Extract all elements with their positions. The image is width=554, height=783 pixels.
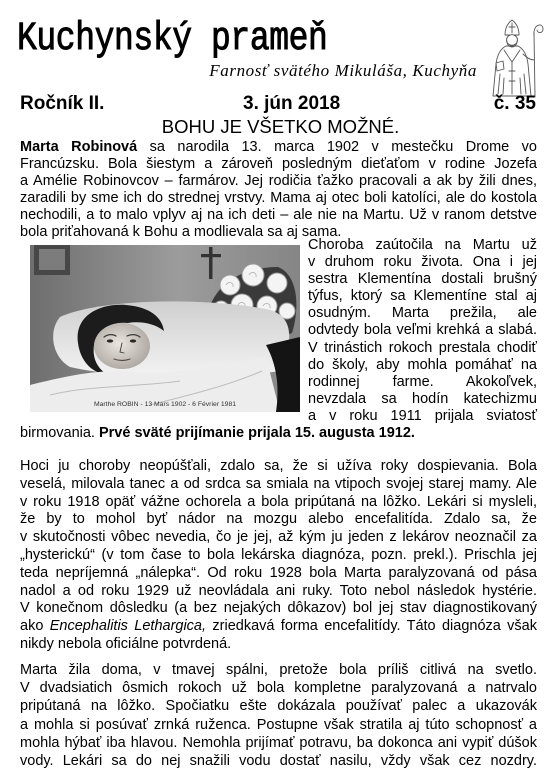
text-line [20,425,537,442]
text-line: týfus, ktorý sa Klementíne stal aj [308,288,537,305]
saint-nicholas-drawing [488,18,546,98]
paragraph-illness [308,237,537,425]
crozier [534,33,535,97]
text-line: v druhom roku života. Ona i jej [308,254,537,271]
article-heading: BOHU JE VŠETKO MOŽNÉ. [161,116,400,137]
issue-number: č. 35 [493,93,536,114]
diagnosis-name: Encephalitis Lethargica, [49,618,207,635]
text-line: veselá, milovala tanec a od srdca sa smiala na vtipoch svojej starej mamy. Ale [20,475,537,492]
text-line: v roku 1918 opäť vážne ochorela a bola pripútaná na lôžko. Lekári si mysleli, [20,493,537,510]
text-line: Hoci ju choroby neopúšťali, zdalo sa, že si užíva roky dospievania. Bola [20,458,537,474]
text-line: a mohla si posúvať zrnká ruženca. Postupne však stratila aj túto schopnosť a [20,716,537,733]
text-line: V dvadsiatich ôsmich rokoch už bola kompletne paralyzovaná a natrvalo [20,680,537,697]
newsletter-title: Kuchynský prameň [17,16,328,62]
text-span: ako [20,618,44,635]
text-span: zriedkavá forma encefalitídy. Táto diagnóza však [212,618,537,635]
text-line: zaradili by sme ich do strednej vrstvy. Mama aj otec boli katolíci, ale do kostola [20,190,537,207]
text-span: sa narodila 13. marca 1902 v mestečku Drome vo [149,139,537,155]
paragraph-adolescence [20,458,537,654]
text-line: mohla hýbať iba hlavou. Nemohla prijímať potravu, ba dokonca ani vypiť dúšok [20,734,537,751]
text-line: nechodili, a to malo vplyv aj na ich deti – ale nie na Martu. Už v ranom detstve [20,207,537,224]
text-line: sestra Klementína dostali brušný [308,271,537,288]
text-line: nevzdala sa hodín katechizmu [308,390,537,407]
crozier-crook [534,25,543,35]
text-line: odvtedy bola veľmi krehká a slabá. [308,322,537,339]
text-line: Francúzsku. Bola šiestym a zároveň posledným dieťaťom v rodine Jozefa [20,156,537,173]
photo-caption: Marthe ROBIN - 13 Mars 1902 - 6 Février 1981 [93,401,237,408]
paragraph-illness-ending [20,425,537,442]
first-communion-date: Prvé sväté prijímanie prijala 15. augusta 1912. [98,425,415,441]
text-line: do školy, aby mohla pomáhať na [308,356,537,373]
text-line: a Amélie Robinovcov – farmárov. Jej rodičia ťažko pracovali a ak by žili dnes, [20,173,537,190]
text-line: v skutočnosti vôbec nevedia, čo je jej, až kým ju jeden z lekárov neoznačil za [20,529,537,546]
text-line: že by to mohol byť nádor na mozgu alebo encefalitída. Zdalo sa, že [20,511,537,528]
volume-label: Ročník II. [20,93,105,114]
parish-name: Farnosť svätého Mikuláša, Kuchyňa [209,61,477,80]
lead-name: Marta Robinová [20,139,138,155]
text-line: V trinástich rokoch prestala chodiť [308,339,537,356]
text-line: nikdy nebola oficiálne potvrdená. [20,635,232,652]
text-line: rodinnej farme. Akokoľvek, [308,373,537,390]
text-line: Choroba zaútočila na Martu už [308,237,537,253]
text-line: „hysterickú“ (v tom čase to bola lekárska diagnóza, pozn. prekl.). Prischla jej [20,546,537,563]
text-line: a v roku 1911 prijala sviatosť [308,407,537,424]
text-line [20,139,537,156]
text-line: nadol a od roku 1929 už neovládala ani ruky. Toto nebol následok hystérie. [20,582,537,599]
paragraph-paralysis [20,661,537,770]
marthe-robin-photo [30,245,300,412]
text-span: birmovania. [20,425,95,441]
text-line: Marta žila doma, v tmavej spálni, pretože bola príliš citlivá na svetlo. [20,662,537,678]
text-line: V konečnom dôsledku (a bez nejakých dôkazov) bol jej stav diagnostikovaný [20,600,537,617]
paragraph-intro [20,139,537,242]
text-line: pripútaná na lôžko. Spočiatku ešte dokázala používať palec a ukazovák [20,698,537,715]
text-line: vody. Lekári sa do nej snažili vodu dostať nasilu, vždy však cez nozdry. [20,753,537,770]
book [496,61,504,71]
text-line: teda nepríjemná „nálepka“. Od roku 1928 bola Marta paralyzovaná od pása [20,564,537,581]
issue-info-row [0,93,554,115]
wall-picture-frame [34,245,70,275]
issue-date: 3. jún 2018 [243,93,341,114]
text-line: osudným. Marta prežila, ale [308,305,537,322]
head [507,35,518,46]
text-line: bola priťahovaná k Bohu a modlievala sa aj sama. [20,224,342,241]
face [94,323,150,369]
text-line [20,618,537,636]
